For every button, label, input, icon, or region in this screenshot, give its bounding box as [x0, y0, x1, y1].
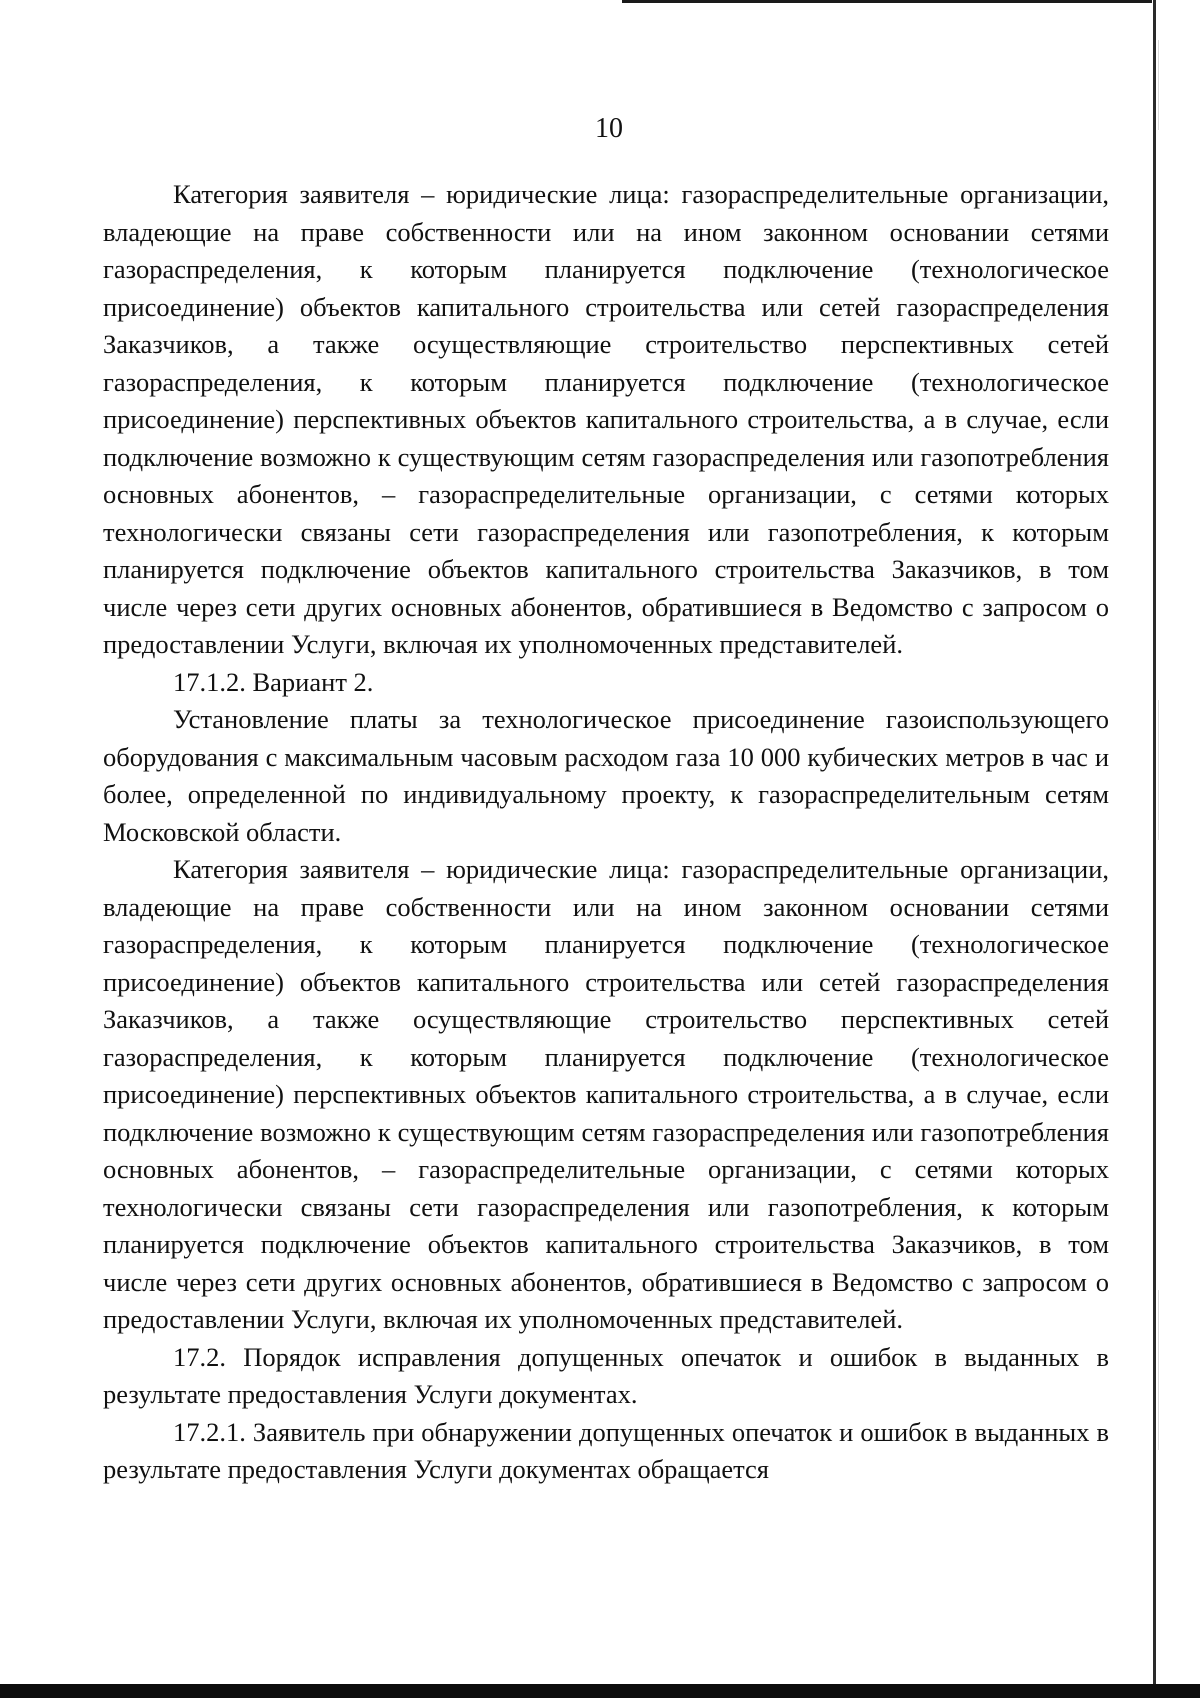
scan-noise: [1158, 700, 1159, 840]
paragraph-variant-2-description: Установление платы за технологическое присоединение газоиспользующего оборудования с максимальным часовым расходом газа 10 000 кубических метров в час и более, определенной по индивидуальному проекту, к газораспределительным сетям Московской области.: [103, 704, 1109, 847]
paragraph-section-17-1-2-heading: 17.1.2. Вариант 2.: [173, 666, 374, 697]
scan-edge-bottom: [0, 1684, 1200, 1698]
paragraph-applicant-category-variant-2: Категория заявителя – юридические лица: газораспределительные организации, владеющие на праве собственности или на ином законном основании сетями газораспределения, к которым планируется подключение (технологическое присоединение) объектов капитального строительства или сетей газораспределения Заказчиков, а также осуществляющие строительство перспективных сетей газораспределения, к которым планируется подключение (технологическое присоединение) перспективных объектов капитального строительства, а в случае, если подключение возможно к существующим сетям газораспределения или газопотребления основных абонентов, – газораспределительные организации, с сетями которых технологически связаны сети газораспределения или газопотребления, к которым планируется подключение объектов капитального строительства Заказчиков, в том числе через сети других основных абонентов, обратившиеся в Ведомство с запросом о предоставлении Услуги, включая их уполномоченных представителей.: [103, 854, 1109, 1334]
scan-edge-top: [622, 0, 1152, 3]
page-number: 10: [595, 113, 623, 144]
paragraph-section-17-2-1: 17.2.1. Заявитель при обнаружении допущенных опечаток и ошибок в выданных в результате предоставления Услуги документах обращается: [103, 1416, 1109, 1484]
paragraph-section-17-2: 17.2. Порядок исправления допущенных опечаток и ошибок в выданных в результате предоставления Услуги документах.: [103, 1341, 1109, 1409]
document-body: [103, 176, 1109, 1489]
paragraph-applicant-category-variant-1: Категория заявителя – юридические лица: газораспределительные организации, владеющие на праве собственности или на ином законном основании сетями газораспределения, к которым планируется подключение (технологическое присоединение) объектов капитального строительства или сетей газораспределения Заказчиков, а также осуществляющие строительство перспективных сетей газораспределения, к которым планируется подключение (технологическое присоединение) перспективных объектов капитального строительства, а в случае, если подключение возможно к существующим сетям газораспределения или газопотребления основных абонентов, – газораспределительные организации, с сетями которых технологически связаны сети газораспределения или газопотребления, к которым планируется подключение объектов капитального строительства Заказчиков, в том числе через сети других основных абонентов, обратившиеся в Ведомство с запросом о предоставлении Услуги, включая их уполномоченных представителей.: [103, 179, 1109, 659]
scan-edge-right: [1153, 0, 1156, 1698]
scan-noise: [1158, 1290, 1159, 1450]
